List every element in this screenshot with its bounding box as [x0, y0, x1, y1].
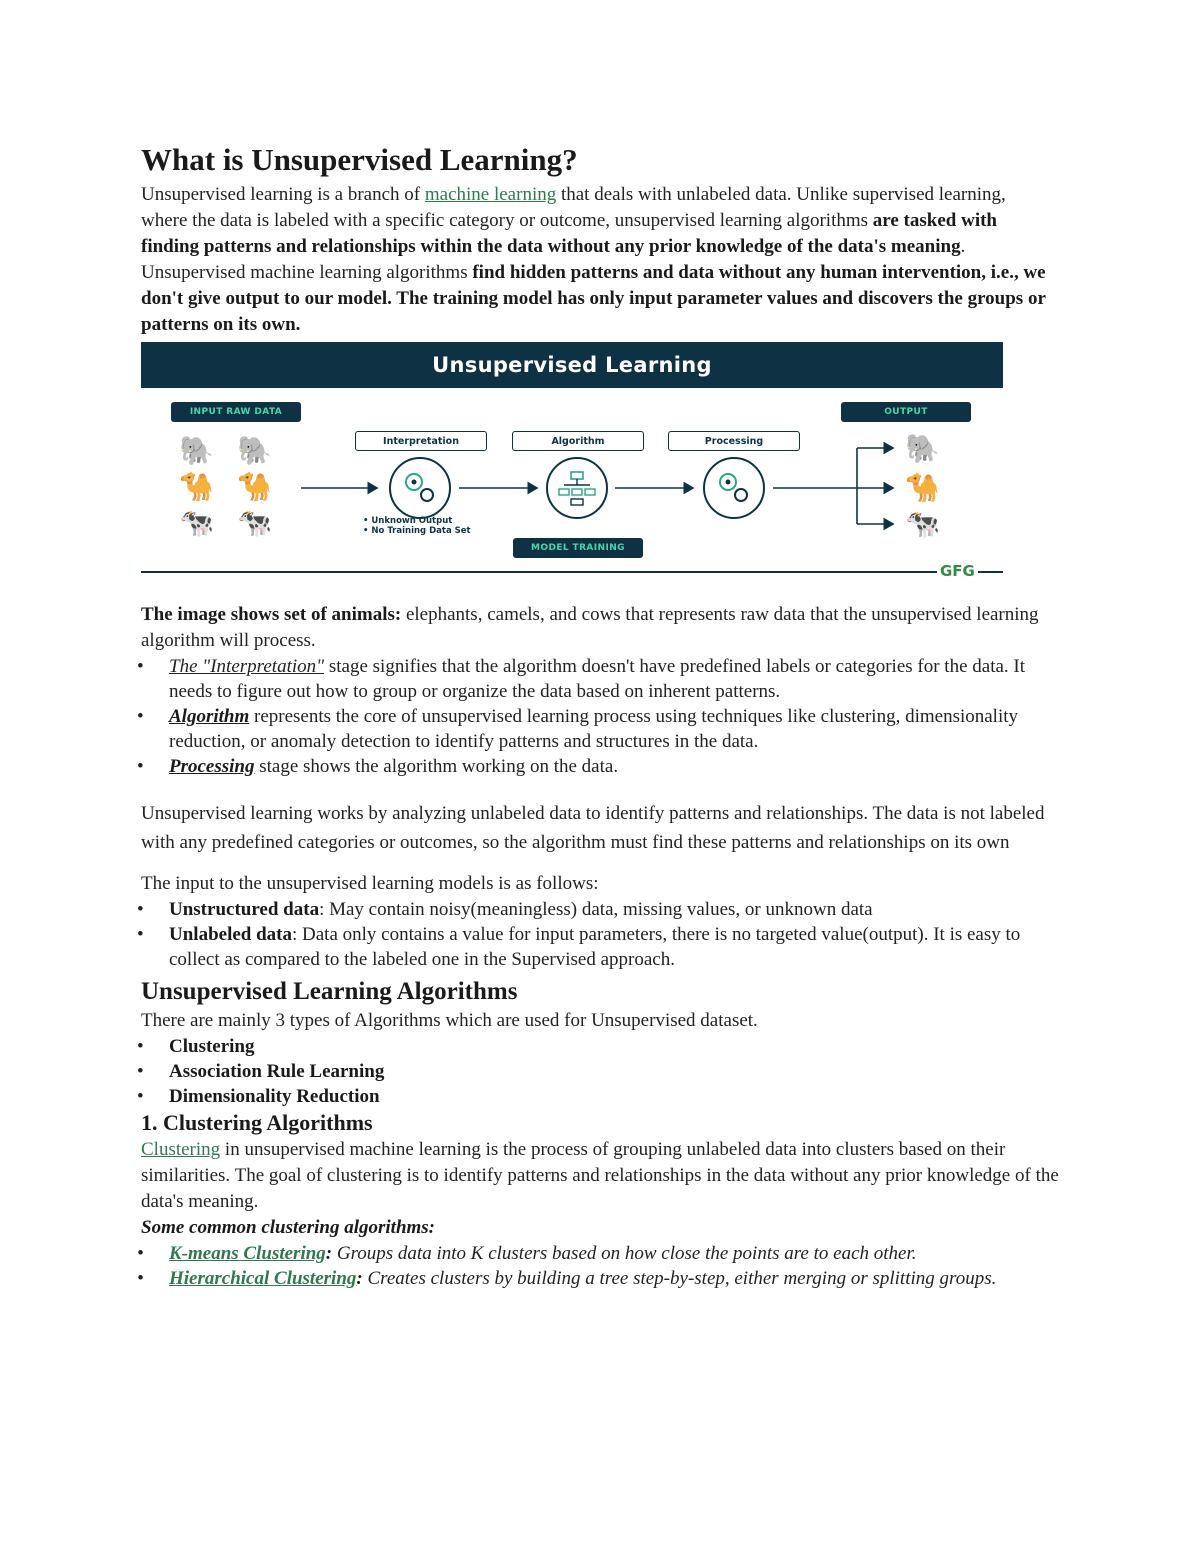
gears-icon — [704, 458, 764, 518]
algorithms-heading: Unsupervised Learning Algorithms — [141, 978, 518, 1005]
input-raw-data-tag: INPUT RAW DATA — [171, 402, 301, 422]
cow-icon: 🐄 — [237, 506, 272, 539]
document-page — [137, 140, 1061, 1291]
clustering-paragraph: Clustering in unsupervised machine learning is the process of grouping unlabeled data into clusters based on their similarities. The goal of clustering is to identify patterns and relationships in the data without any prior knowledge of the data's meaning. — [141, 1139, 1059, 1212]
input-intro: The input to the unsupervised learning models is as follows: — [141, 873, 599, 894]
camel-icon: 🐪 — [905, 471, 940, 504]
algorithms-list — [137, 1034, 1061, 1109]
image-description: The image shows set of animals: elephants, camels, and cows that represents raw data that the unsupervised learning algorithm will process. — [141, 604, 1039, 651]
elephant-icon: 🐘 — [905, 432, 940, 465]
stage-list — [137, 654, 1061, 779]
cow-icon: 🐄 — [179, 506, 214, 539]
list-item: • Association Rule Learning — [137, 1061, 385, 1082]
stage-processing: Processing — [668, 431, 800, 451]
diagram-title: Unsupervised Learning — [141, 342, 1003, 388]
stage-interpretation: Interpretation — [355, 431, 487, 451]
input-list — [137, 897, 1061, 972]
list-item: • Hierarchical Clustering: Creates clusters by building a tree step-by-step, either merging or splitting groups. — [137, 1268, 997, 1289]
output-tag: OUTPUT — [841, 402, 971, 422]
list-item: • Unlabeled data: Data only contains a value for input parameters, there is no targeted value(output). It is easy to collect as compared to the labeled one in the Supervised approach. — [137, 924, 1021, 970]
elephant-icon: 🐘 — [237, 434, 272, 467]
camel-icon: 🐪 — [237, 470, 272, 503]
model-training-tag: MODEL TRAINING — [513, 538, 643, 558]
stage-notes: • Unknown Output • No Training Data Set — [363, 516, 471, 536]
flowchart-icon — [547, 458, 607, 518]
list-item: • Dimensionality Reduction — [137, 1086, 380, 1107]
camel-icon: 🐪 — [179, 470, 214, 503]
works-paragraph: Unsupervised learning works by analyzing unlabeled data to identify patterns and relationships. The data is not labeled with any predefined categories or outcomes, so the algorithm must find these patterns and relationships on its own — [141, 803, 1045, 853]
list-item: • Unstructured data: May contain noisy(meaningless) data, missing values, or unknown data — [137, 899, 873, 920]
k-means-link[interactable]: K-means Clustering — [169, 1243, 326, 1264]
algorithm-term: Algorithm — [169, 706, 250, 727]
common-algorithms-list — [137, 1241, 1061, 1291]
algorithms-intro: There are mainly 3 types of Algorithms which are used for Unsupervised dataset. — [141, 1010, 758, 1031]
processing-term: Processing — [169, 756, 255, 777]
machine-learning-link[interactable]: machine learning — [424, 184, 557, 205]
list-item: • Processing stage shows the algorithm working on the data. — [137, 756, 619, 777]
interpretation-term: The "Interpretation" — [169, 656, 325, 677]
cow-icon: 🐄 — [905, 507, 940, 540]
gears-icon — [390, 458, 450, 518]
page-title: What is Unsupervised Learning? — [141, 142, 578, 177]
list-item: • Clustering — [137, 1036, 255, 1057]
list-item: • The "Interpretation" stage signifies that the algorithm doesn't have predefined labels or categories for the data. It needs to figure out how to group or organize the data based on inherent patterns. — [137, 656, 1026, 702]
list-item: • Algorithm represents the core of unsupervised learning process using techniques like clustering, dimensionality reduction, or anomaly detection to identify patterns and structures in the data. — [137, 706, 1019, 752]
clustering-link[interactable]: Clustering — [141, 1139, 221, 1160]
list-item: • K-means Clustering: Groups data into K clusters based on how close the points are to each other. — [137, 1243, 917, 1264]
gfg-logo: GFG — [937, 562, 978, 580]
hierarchical-link[interactable]: Hierarchical Clustering — [169, 1268, 357, 1289]
unsupervised-learning-diagram — [141, 342, 1003, 582]
clustering-heading: 1. Clustering Algorithms — [141, 1110, 373, 1135]
elephant-icon: 🐘 — [179, 434, 214, 467]
intro-paragraph: Unsupervised learning is a branch of machine learning that deals with unlabeled data. Unlike supervised learning, where the data is labeled with a specific category or outcome, unsupervised learning algorithms are tasked with finding patterns and relationships within the data without any prior knowledge of the data's meaning. Unsupervised machine learning algorithms find hidden patterns and data without any human intervention, i.e., we don't give output to our model. The training model has only input parameter values and discovers the groups or patterns on its own. — [141, 184, 1046, 335]
common-algorithms-heading: Some common clustering algorithms: — [141, 1217, 436, 1238]
stage-algorithm: Algorithm — [512, 431, 644, 451]
